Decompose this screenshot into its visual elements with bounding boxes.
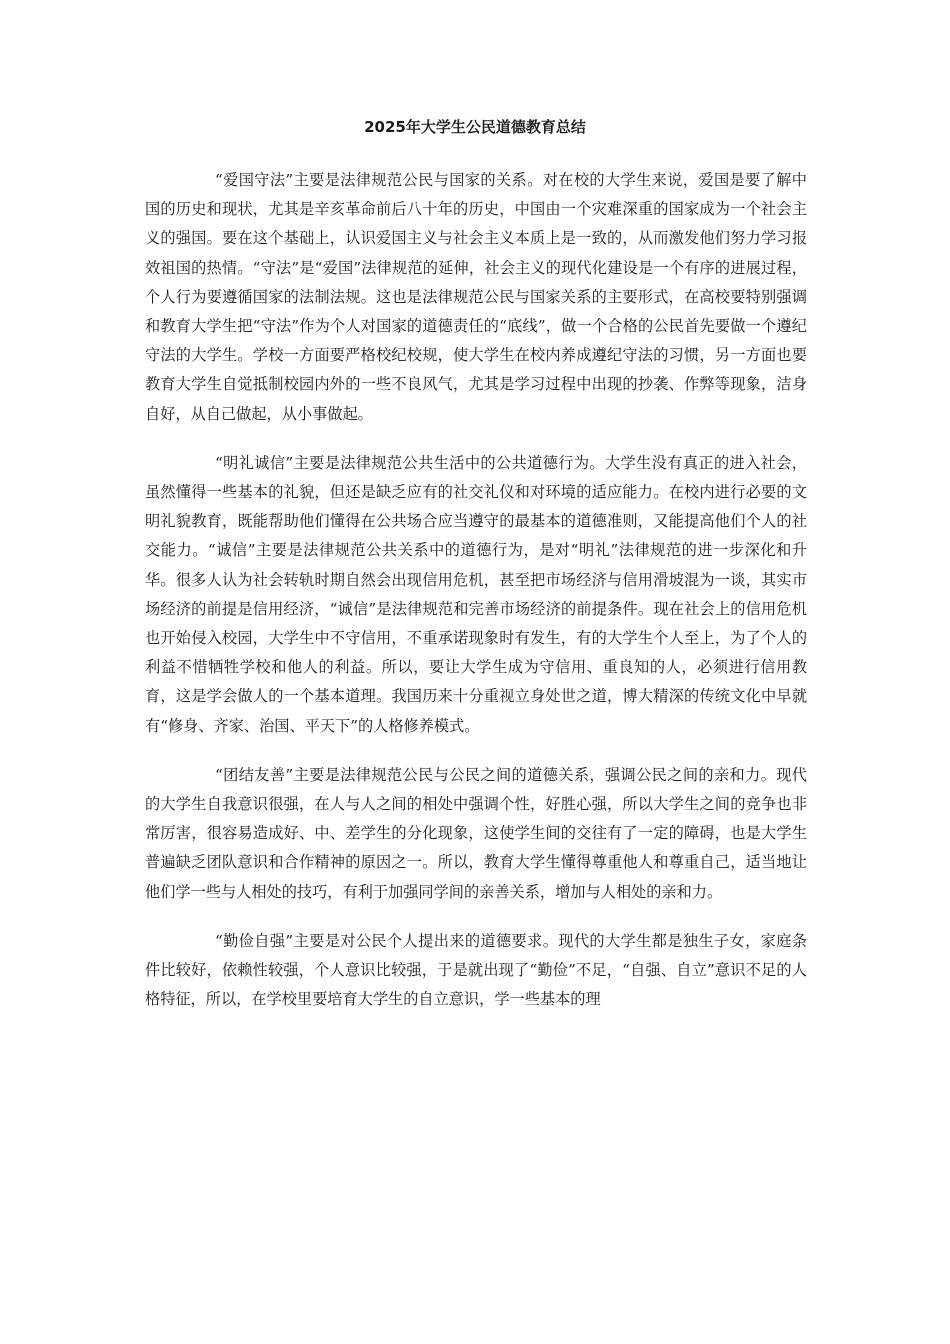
- paragraph-unity-friendliness: “团结友善”主要是法律规范公民与公民之间的道德关系，强调公民之间的亲和力。现代的大学生自我意识很强，在人与人之间的相处中强调个性，好胜心强，所以大学生之间的竞争也非常厉害，很容易造成好、中、差学生的分化现象，这使学生间的交往有了一定的障碍，也是大学生普遍缺乏团队意识和合作精神的原因之一。所以，教育大学生懂得尊重他人和尊重自己，适当地让他们学一些与人相处的技巧，有利于加强同学间的亲善关系，增加与人相处的亲和力。: [145, 765, 807, 901]
- document-title: 2025年大学生公民道德教育总结: [364, 118, 586, 136]
- document-body: [145, 166, 807, 1034]
- paragraph-patriotism: “爱国守法”主要是法律规范公民与国家的关系。对在校的大学生来说，爱国是要了解中国的历史和现状，尤其是辛亥革命前后八十年的历史，中国由一个灾难深重的国家成为一个社会主义的强国。要在这个基础上，认识爱国主义与社会主义本质上是一致的，从而激发他们努力学习报效祖国的热情。“守法”是“爱国”法律规范的延伸，社会主义的现代化建设是一个有序的进展过程，个人行为要遵循国家的法制法规。这也是法律规范公民与国家关系的主要形式，在高校要特别强调和教育大学生把“守法”作为个人对国家的道德责任的“底线”，做一个合格的公民首先要做一个遵纪守法的大学生。学校一方面要严格校纪校规，使大学生在校内养成遵纪守法的习惯，另一方面也要教育大学生自觉抵制校园内外的一些不良风气，尤其是学习过程中出现的抄袭、作弊等现象，洁身自好，从自己做起，从小事做起。: [145, 171, 807, 423]
- paragraph-courtesy-integrity: “明礼诚信”主要是法律规范公共生活中的公共道德行为。大学生没有真正的进入社会，虽然懂得一些基本的礼貌，但还是缺乏应有的社交礼仪和对环境的适应能力。在校内进行必要的文明礼貌教育，既能帮助他们懂得在公共场合应当遵守的最基本的道德准则，又能提高他们个人的社交能力。“诚信”主要是法律规范公共关系中的道德行为，是对“明礼”法律规范的进一步深化和升华。很多人认为社会转轨时期自然会出现信用危机，甚至把市场经济与信用滑坡混为一谈，其实市场经济的前提是信用经济，“诚信”是法律规范和完善市场经济的前提条件。现在社会上的信用危机也开始侵入校园，大学生中不守信用，不重承诺现象时有发生，有的大学生个人至上，为了个人的利益不惜牺牲学校和他人的利益。所以，要让大学生成为守信用、重良知的人，必须进行信用教育，这是学会做人的一个基本道理。我国历来十分重视立身处世之道，博大精深的传统文化中早就有“修身、齐家、治国、平天下”的人格修养模式。: [145, 453, 807, 735]
- paragraph-diligence-self-reliance: “勤俭自强”主要是对公民个人提出来的道德要求。现代的大学生都是独生子女，家庭条件比较好，依赖性较强，个人意识比较强，于是就出现了“勤俭”不足，“自强、自立”意识不足的人格特征，所以，在学校里要培育大学生的自立意识，学一些基本的理: [145, 931, 807, 1009]
